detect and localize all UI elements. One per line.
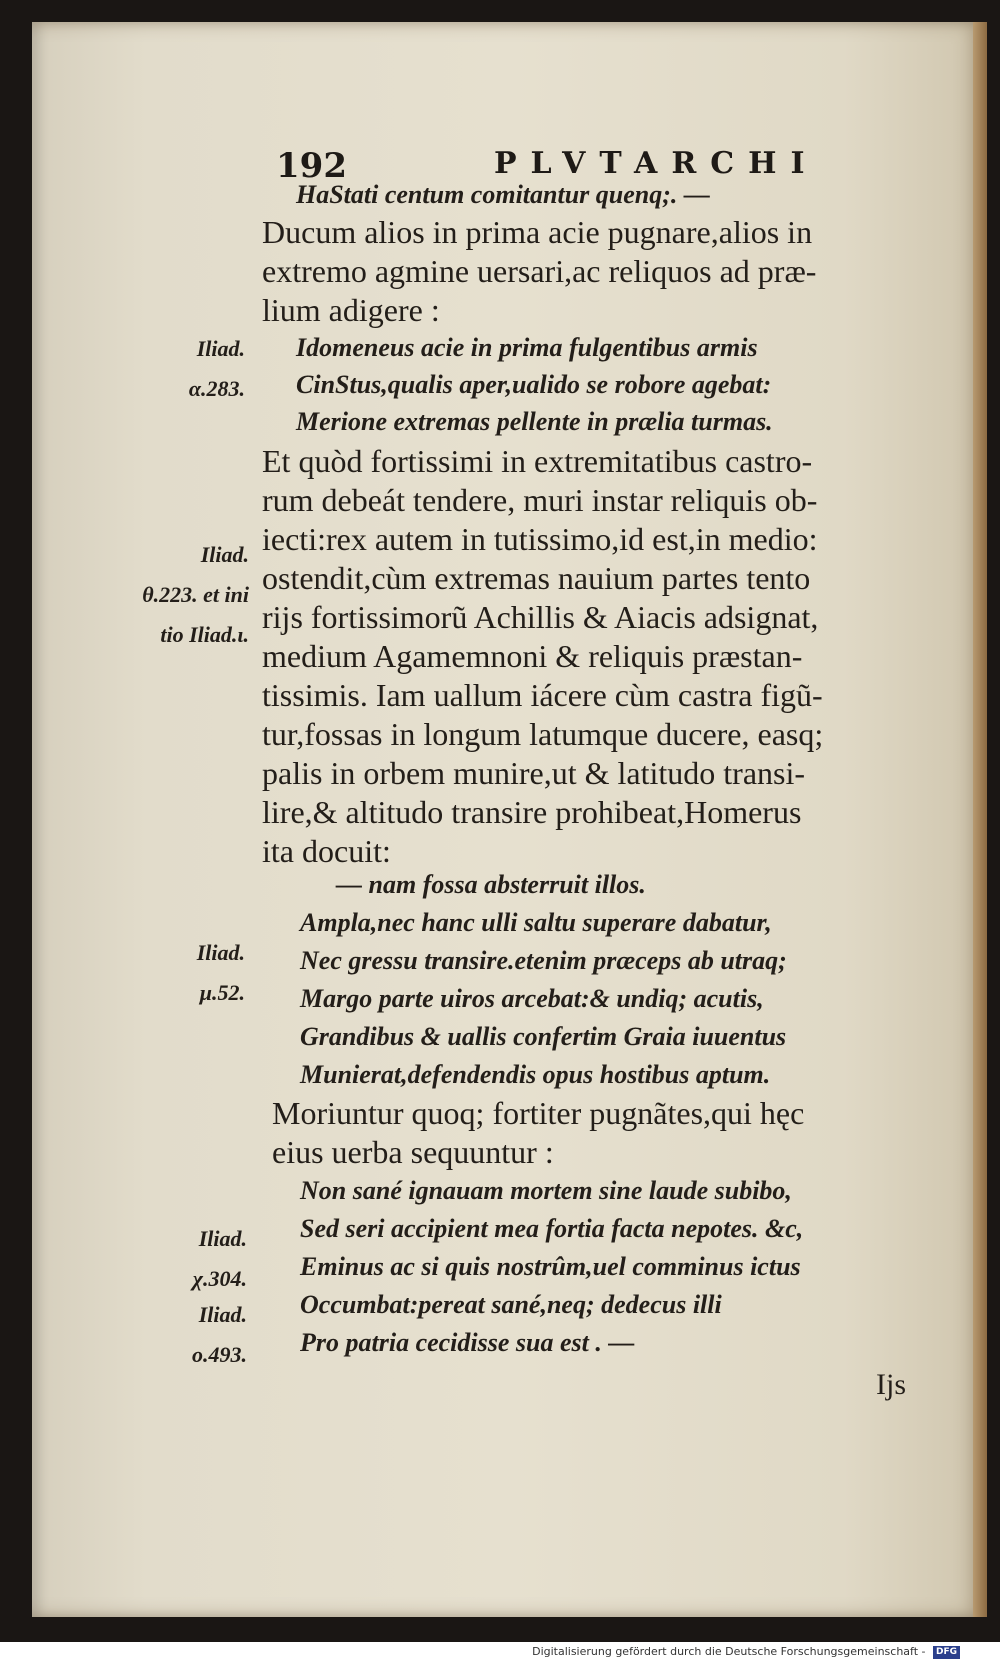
page-edge [973, 22, 987, 1617]
verse-line: Munierat,defendendis opus hostibus aptum. [300, 1060, 771, 1089]
prose-line: eius uerba sequuntur : [272, 1134, 554, 1170]
running-head: PLVTARCHI [494, 146, 819, 181]
margin-citation: ο.493. [192, 1342, 247, 1367]
verse-line: Eminus ac si quis nostrûm,uel comminus ictus [300, 1252, 801, 1281]
margin-citation: θ.223. et ini [142, 582, 249, 607]
margin-citation: χ.304. [192, 1266, 247, 1291]
margin-citation: μ.52. [199, 980, 245, 1005]
verse-line: — nam fossa absterruit illos. [336, 870, 646, 899]
prose-line: lium adigere : [262, 292, 440, 328]
margin-citation: Iliad. [196, 336, 245, 361]
digitization-footer [0, 1642, 1000, 1662]
verse-line: Margo parte uiros arcebat:& undiq; acutis, [300, 984, 764, 1013]
prose-line: iecti:rex autem in tutissimo,id est,in medio: [262, 521, 818, 557]
margin-citation: Iliad. [198, 1302, 247, 1327]
verse-line: Merione extremas pellente in prælia turmas. [296, 407, 773, 436]
verse-line: HaStati centum comitantur quenq;. — [296, 180, 710, 209]
prose-line: medium Agamemnoni & reliquis præstan- [262, 638, 803, 674]
verse-line: Idomeneus acie in prima fulgentibus armis [296, 333, 758, 362]
verse-line: Grandibus & uallis confertim Graia iuuentus [300, 1022, 787, 1051]
verse-line: Nec gressu transire.etenim præceps ab utraq; [300, 946, 787, 975]
verse-line: Occumbat:pereat sané,neq; dedecus illi [300, 1290, 722, 1319]
prose-line: rijs fortissimorũ Achillis & Aiacis adsignat, [262, 599, 819, 635]
prose-line: Et quòd fortissimi in extremitatibus castro- [262, 443, 813, 479]
prose-line: tissimis. Iam uallum iácere cùm castra figũ- [262, 677, 823, 713]
prose-line: Ducum alios in prima acie pugnare,alios in [262, 214, 813, 250]
catchword: Ijs [876, 1368, 906, 1401]
footer-text: Digitalisierung gefördert durch die Deutsche Forschungsgemeinschaft - [532, 1645, 926, 1658]
margin-citation: α.283. [188, 376, 245, 401]
prose-line: palis in orbem munire,ut & latitudo transi- [262, 755, 806, 791]
prose-line: tur,fossas in longum latumque ducere, easq; [262, 716, 824, 752]
prose-line: ita docuit: [262, 833, 391, 869]
prose-line: Moriuntur quoq; fortiter pugnãtes,qui hęc [272, 1095, 805, 1131]
book-page [32, 22, 987, 1617]
prose-line: ostendit,cùm extremas nauium partes tento [262, 560, 811, 596]
margin-citation: Iliad. [200, 542, 249, 567]
verse-line: Non sané ignauam mortem sine laude subibo, [300, 1176, 792, 1205]
margin-citation: tio Iliad.ι. [160, 622, 249, 647]
prose-line: extremo agmine uersari,ac reliquos ad præ- [262, 253, 817, 289]
prose-line: rum debeát tendere, muri instar reliquis ob- [262, 482, 818, 518]
prose-line: lire,& altitudo transire prohibeat,Homerus [262, 794, 802, 830]
page-number: 192 [276, 146, 347, 186]
dfg-logo-icon: DFG [933, 1646, 960, 1659]
margin-citation: Iliad. [196, 940, 245, 965]
margin-citation: Iliad. [198, 1226, 247, 1251]
verse-line: CinStus,qualis aper,ualido se robore agebat: [296, 370, 772, 399]
verse-line: Pro patria cecidisse sua est . — [300, 1328, 635, 1357]
verse-line: Ampla,nec hanc ulli saltu superare dabatur, [300, 908, 772, 937]
verse-line: Sed seri accipient mea fortia facta nepotes. &c, [300, 1214, 804, 1243]
